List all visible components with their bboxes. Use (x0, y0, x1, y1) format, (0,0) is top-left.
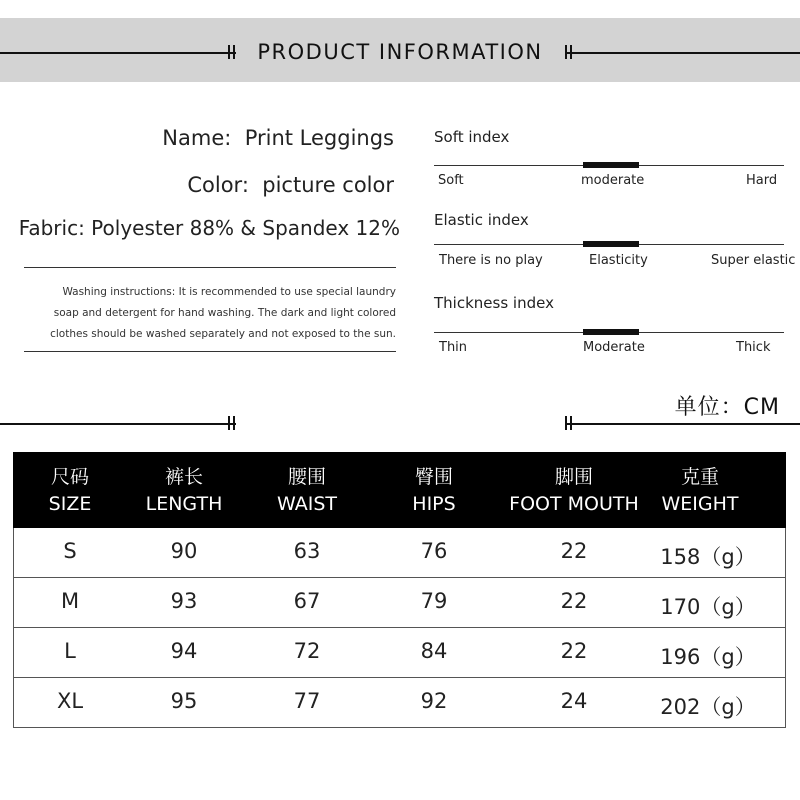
thickness-index-marker (583, 329, 639, 335)
header-foot-mouth-cn: 脚围 (554, 466, 593, 488)
header-length (126, 452, 242, 528)
elastic-index-label-mid: Elasticity (589, 253, 648, 268)
row1-foot-mouth: 22 (560, 539, 588, 563)
header-size (22, 452, 118, 528)
row4-hips: 92 (420, 689, 448, 713)
header-waist-cn: 腰围 (287, 466, 326, 488)
header-weight (652, 452, 748, 528)
product-color (187, 173, 394, 197)
washing-line-3: clothes should be washed separately and not exposed to the sun. (50, 328, 396, 340)
header-hips-en: HIPS (412, 493, 456, 515)
header-length-en: LENGTH (145, 493, 223, 515)
color-value: picture color (262, 173, 394, 197)
thickness-index-label-mid: Moderate (583, 340, 645, 355)
header-foot-mouth (500, 452, 648, 528)
table-left-tick (228, 416, 230, 430)
washing-line-1: Washing instructions: It is recommended to use special laundry (62, 286, 396, 298)
row2-size: M (60, 589, 80, 613)
soft-index-marker (583, 162, 639, 168)
row2-waist: 67 (293, 589, 321, 613)
info-rule-bottom (24, 351, 396, 352)
color-label: Color: (187, 173, 249, 197)
header-waist-en: WAIST (276, 493, 337, 515)
thickness-index-label-low: Thin (439, 340, 468, 355)
row1-size: S (63, 539, 77, 563)
row3-hips: 84 (420, 639, 448, 663)
table-right-rule (565, 423, 800, 425)
elastic-index-marker (583, 241, 639, 247)
row3-foot-mouth: 22 (560, 639, 588, 663)
soft-index-label-mid: moderate (581, 173, 645, 188)
row3-waist: 72 (293, 639, 321, 663)
row1-length: 90 (170, 539, 198, 563)
soft-index-label-high: Hard (746, 173, 778, 188)
washing-instructions (24, 282, 396, 345)
page-title: PRODUCT INFORMATION (257, 40, 543, 64)
elastic-index-label-low: There is no play (439, 253, 543, 268)
header-hips-cn: 臀围 (414, 466, 453, 488)
row2-weight: 170（g） (660, 595, 756, 619)
header-foot-mouth-en: FOOT MOUTH (509, 493, 639, 515)
row4-size: XL (56, 689, 84, 713)
header-weight-cn: 克重 (680, 466, 719, 488)
row4-foot-mouth: 24 (560, 689, 588, 713)
row2-length: 93 (170, 589, 198, 613)
row3-length: 94 (170, 639, 198, 663)
info-rule-top (24, 267, 396, 268)
washing-line-2: soap and detergent for hand washing. The dark and light colored (53, 307, 396, 319)
name-value: Print Leggings (244, 126, 394, 150)
header-right-rule (565, 52, 800, 54)
product-name (162, 126, 394, 150)
thickness-index-label-high: Thick (736, 340, 771, 355)
header-waist (250, 452, 364, 528)
product-fabric: Fabric: Polyester 88% & Spandex 12% (18, 216, 400, 240)
row2-foot-mouth: 22 (560, 589, 588, 613)
soft-index-title: Soft index (434, 128, 510, 146)
elastic-index-label-high: Super elastic (711, 253, 796, 268)
unit-label: 单位：CM (674, 395, 780, 420)
row1-weight: 158（g） (660, 545, 756, 569)
row4-waist: 77 (293, 689, 321, 713)
header-length-cn: 裤长 (164, 466, 203, 488)
row3-size: L (64, 639, 76, 663)
row1-hips: 76 (420, 539, 448, 563)
header-hips (378, 452, 490, 528)
header-size-cn: 尺码 (50, 466, 89, 488)
thickness-index-title: Thickness index (434, 294, 554, 312)
header-size-en: SIZE (48, 493, 92, 515)
row3-weight: 196（g） (660, 645, 756, 669)
header-weight-en: WEIGHT (661, 493, 739, 515)
row2-hips: 79 (420, 589, 448, 613)
table-left-rule (0, 423, 236, 425)
elastic-index-title: Elastic index (434, 211, 529, 229)
row4-weight: 202（g） (660, 695, 756, 719)
table-left-tick-2 (233, 416, 235, 430)
soft-index-label-low: Soft (438, 173, 464, 188)
name-label: Name: (162, 126, 232, 150)
row1-waist: 63 (293, 539, 321, 563)
row4-length: 95 (170, 689, 198, 713)
